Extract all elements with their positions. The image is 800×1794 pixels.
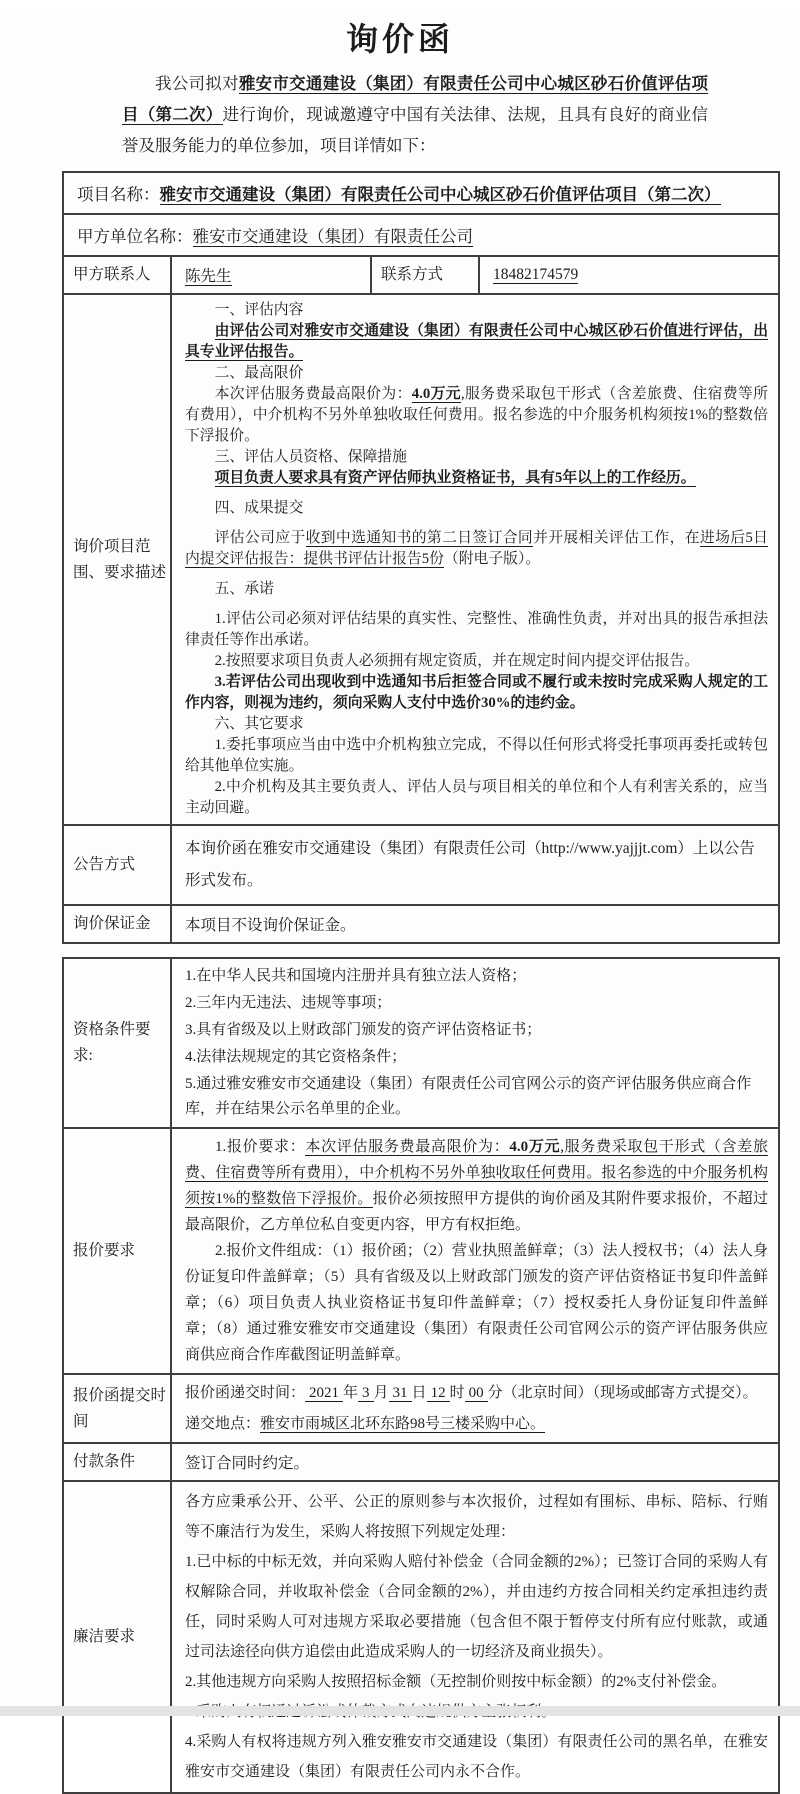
intro-prefix: 我公司拟对 <box>155 74 239 93</box>
scope-body-2-rest: ,服务费采取包干形式（含差旅费、住宿费等所有费用），中介机构不另外单独收取任何费用。报名参选的中介服务机构须按1%的整数倍下浮报价。 <box>185 386 768 444</box>
project-name-label: 项目名称： <box>77 185 160 204</box>
submission-time-lead: 报价函递交时间： <box>185 1385 306 1401</box>
party-a-label: 甲方单位名称： <box>77 227 193 246</box>
scope-body-4-e: （附电子版）。 <box>443 551 541 567</box>
submission-time-label: 报价函提交时间 <box>63 1374 171 1443</box>
deposit-value: 本项目不设询价保证金。 <box>171 905 779 943</box>
intro-paragraph <box>122 68 708 161</box>
scope-heading-6: 六、其它要求 <box>214 716 304 732</box>
row-quote-requirements <box>63 1128 779 1374</box>
integrity-label: 廉洁要求 <box>63 1481 171 1793</box>
row-announcement <box>63 825 779 905</box>
qualification-item: 2.三年内无违法、违规等事项； <box>185 995 392 1011</box>
contact-label: 甲方联系人 <box>63 256 171 294</box>
scope-body-2-text: 本次评估服务费最高限价为： <box>214 386 412 402</box>
integrity-intro: 各方应秉承公开、公平、公正的原则参与本次报价，过程如有围标、串标、陪标、行贿等不廉洁行为发生，采购人将按照下列规定处理： <box>185 1494 768 1540</box>
submission-minute: 00 <box>465 1385 488 1402</box>
scope-body-4 <box>185 528 768 570</box>
scope-body-4-a: 评估公司应于 <box>214 530 306 546</box>
minute-unit-and-note: 分（北京时间）（现场或邮寄方式提交）。 <box>487 1385 758 1401</box>
quote-paragraph-1 <box>185 1134 768 1238</box>
scope-body-3 <box>185 468 768 489</box>
page-bottom-edge <box>0 1706 800 1716</box>
party-a-value: 雅安市交通建设（集团）有限责任公司 <box>192 227 473 246</box>
quote-p1-limit-value: 4.0万元 <box>509 1139 561 1155</box>
price-limit-value: 4.0万元 <box>411 386 461 402</box>
deposit-label: 询价保证金 <box>63 905 171 943</box>
scope-body-3-text: 项目负责人要求具有资产评估师执业资格证书，具有5年以上的工作经历。 <box>214 470 696 486</box>
payment-label: 付款条件 <box>63 1443 171 1481</box>
submission-address-label: 递交地点： <box>185 1416 261 1432</box>
scope-heading-3: 三、评估人员资格、保障措施 <box>214 449 407 465</box>
scope-item: 3.若评估公司出现收到中选通知书后拒签合同或不履行或未按时完成采购人规定的工作内容，则视为违约，须向采购人支付中选价30%的违约金。 <box>185 674 768 711</box>
row-payment <box>63 1443 779 1481</box>
quote-paragraph-2: 2.报价文件组成：（1）报价函；（2）营业执照盖鲜章；（3）法人授权书；（4）法人身份证复印件盖鲜章；（5）具有省级及以上财政部门颁发的资产评估资格证书复印件盖鲜章；（6）项目负责人执业资格证书复印件盖鲜章；（7）授权委托人身份证复印件盖鲜章；（8）通过雅安雅安市交通建设（集团）有限责任公司官网公示的资产评估服务供应商供应商合作库截图证明盖鲜章。 <box>185 1243 768 1363</box>
intro-project-name: 雅安市交通建设（集团）有限责任公司中心城区砂石价值评估项目（第二次） <box>122 74 708 124</box>
scope-body-4-b: 收到中选通知书的第二日签订合同 <box>305 530 534 546</box>
integrity-item: 4.采购人有权将违规方列入雅安雅安市交通建设（集团）有限责任公司的黑名单，在雅安雅安市交通建设（集团）有限责任公司内永不合作。 <box>185 1734 768 1780</box>
row-integrity <box>63 1481 779 1793</box>
qualification-label: 资格条件要求: <box>63 958 171 1128</box>
scope-body-4-c: 并开展相关评估工作，在 <box>533 530 700 546</box>
row-qualification <box>63 958 779 1128</box>
quote-p1-underlined: ,服务费采取包干形式（含差旅费、住宿费等所有费用），中介机构不另外单独收取任何费用。报名参选的中介服务机构须按1%的整数倍下浮报价。 <box>185 1139 768 1207</box>
contact-phone: 18482174579 <box>493 266 579 283</box>
scope-item: 2.中介机构及其主要负责人、评估人员与项目相关的单位和个人有利害关系的，应当主动回避。 <box>185 779 768 816</box>
inquiry-letter-page <box>0 14 800 1780</box>
submission-hour: 12 <box>427 1385 450 1402</box>
submission-day: 31 <box>389 1385 412 1402</box>
year-unit: 年 <box>343 1385 359 1401</box>
scope-item: 1.评估公司必须对评估结果的真实性、完整性、准确性负责，并对出具的报告承担法律责任等作出承诺。 <box>185 611 768 648</box>
announcement-label: 公告方式 <box>63 825 171 905</box>
scope-heading-1: 一、评估内容 <box>214 302 304 318</box>
quote-p1-rest: 报价必须按照甲方提供的询价函及其附件要求报价，不超过最高限价，乙方单位私自变更内容，甲方有权拒绝。 <box>185 1191 768 1233</box>
integrity-item: 2.其他违规方向采购人按照招标金额（无控制价则按中标金额）的2%支付补偿金。 <box>185 1674 727 1690</box>
scope-body-4-d: 进场后5日内提交评估报告：提供书评估计报告5份 <box>185 530 768 567</box>
row-party-a-name <box>63 214 779 256</box>
payment-value: 签订合同时约定。 <box>171 1443 779 1481</box>
hour-unit: 时 <box>449 1385 465 1401</box>
scope-body-1-text: 由评估公司对雅安市交通建设（集团）有限责任公司中心城区砂石价值进行评估，出具专业评估报告。 <box>185 323 768 360</box>
project-info-table <box>62 171 780 944</box>
qualification-item: 4.法律法规规定的其它资格条件； <box>185 1049 407 1065</box>
contact-name: 陈先生 <box>185 268 232 285</box>
quote-requirements-label: 报价要求 <box>63 1128 171 1374</box>
scope-item: 1.委托事项应当由中选中介机构独立完成，不得以任何形式将受托事项再委托或转包给其他单位实施。 <box>185 737 768 774</box>
project-name-value: 雅安市交通建设（集团）有限责任公司中心城区砂石价值评估项目（第二次） <box>159 185 721 204</box>
scope-heading-4: 四、成果提交 <box>214 500 304 516</box>
row-submission-time <box>63 1374 779 1443</box>
qualification-item: 5.通过雅安雅安市交通建设（集团）有限责任公司官网公示的资产评估服务供应商合作库，并在结果公示名单里的企业。 <box>185 1076 752 1117</box>
quote-p1-limit-label: 本次评估服务费最高限价为： <box>305 1139 510 1155</box>
submission-time-line <box>185 1380 768 1406</box>
submission-month: 3 <box>358 1385 374 1402</box>
row-scope <box>63 294 779 825</box>
day-unit: 日 <box>411 1385 427 1401</box>
contact-phone-label: 联系方式 <box>371 256 479 294</box>
scope-label: 询价项目范围、要求描述 <box>63 294 171 825</box>
scope-item: 2.按照要求项目负责人必须拥有规定资质，并在规定时间内提交评估报告。 <box>214 653 700 669</box>
page-title: 询价函 <box>345 21 454 57</box>
scope-body-2 <box>185 384 768 447</box>
submission-address: 雅安市雨城区北环东路98号三楼采购中心。 <box>260 1416 546 1432</box>
row-project-name <box>63 172 779 214</box>
intro-suffix: 进行询价，现诚邀遵守中国有关法律、法规，且具有良好的商业信誉及服务能力的单位参加，项目详情如下： <box>122 105 708 155</box>
quote-p1-lead: 1.报价要求： <box>215 1139 306 1155</box>
row-contact <box>63 256 779 294</box>
qualification-item: 1.在中华人民共和国境内注册并具有独立法人资格； <box>185 968 527 984</box>
integrity-item: 1.已中标的中标无效，并向采购人赔付补偿金（合同金额的2%）；已签订合同的采购人有权解除合同，并收取补偿金（合同金额的2%），并由违约方按合同相关约定承担违约责任，同时采购人可对违规方采取必要措施（包含但不限于暂停支付所有应付账款，或通过司法途径向供方追偿由此造成采购人的一切经济及商业损失）。 <box>185 1554 768 1660</box>
row-deposit <box>63 905 779 943</box>
scope-heading-5: 五、承诺 <box>214 581 274 597</box>
scope-body-1 <box>185 321 768 363</box>
scope-heading-2: 二、最高限价 <box>214 365 304 381</box>
qualification-item: 3.具有省级及以上财政部门颁发的资产评估资格证书； <box>185 1022 542 1038</box>
submission-year: 2021 <box>305 1385 343 1402</box>
month-unit: 月 <box>373 1385 389 1401</box>
submission-address-line <box>185 1411 768 1437</box>
announcement-value: 本询价函在雅安市交通建设（集团）有限责任公司（http://www.yajjjt.com）上以公告形式发布。 <box>171 825 779 905</box>
requirements-table <box>62 957 780 1794</box>
